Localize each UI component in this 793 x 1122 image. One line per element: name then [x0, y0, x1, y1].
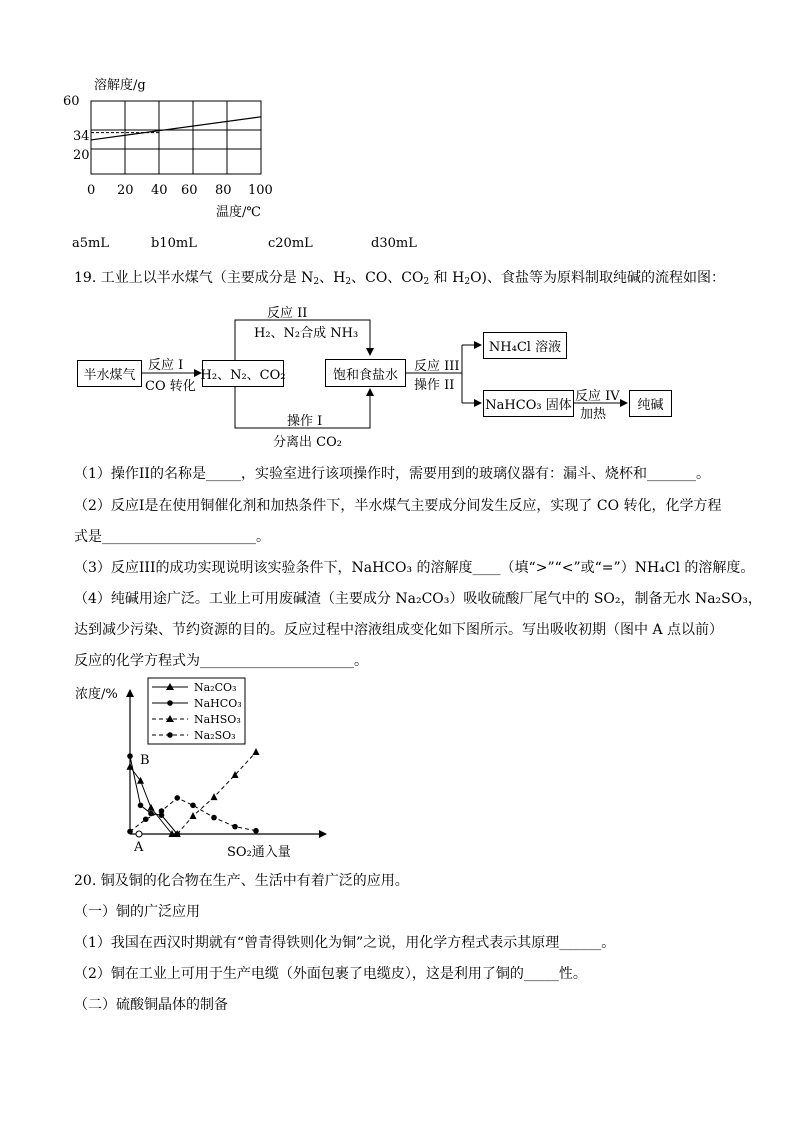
option-a: a5mL: [72, 236, 109, 251]
label-co-conversion: CO 转化: [145, 379, 196, 394]
legend-label-na2so3: Na₂SO₃: [194, 729, 236, 742]
y-tick-20: 20: [73, 148, 90, 163]
x-tick-100: 100: [248, 183, 273, 198]
label-separate-co2: 分离出 CO₂: [273, 435, 342, 450]
label-reaction-3: 反应 III: [414, 359, 460, 374]
point-nahso3-1: [190, 812, 197, 819]
y-tick-34: 34: [73, 129, 90, 144]
x-tick-20: 20: [117, 183, 134, 198]
series-line-nahso3: [177, 752, 256, 834]
q19-part4-line2: 达到减少污染、节约资源的目的。反应过程中溶液组成变化如下图所示。写出吸收初期（图中 A 点以前）: [74, 622, 724, 638]
x-tick-80: 80: [215, 183, 232, 198]
box-saturated-brine: 饱和食盐水: [325, 359, 406, 387]
point-na2so3-0: [127, 829, 133, 835]
box-nh4cl-solution: NH₄Cl 溶液: [483, 332, 567, 359]
q19-stem-pre: 19. 工业上以半水煤气（主要成分是 N: [74, 270, 314, 286]
q19-part3: （3）反应III的成功实现说明该实验条件下，NaHCO₃ 的溶解度____（填“>”“<”或“=”）NH₄Cl 的溶解度。: [74, 560, 755, 576]
q19-part1: （1）操作II的名称是_____，实验室进行该项操作时，需要用到的玻璃仪器有：漏斗、烧杯和_______。: [74, 466, 710, 482]
q20-section-2: （二）硫酸铜晶体的制备: [74, 997, 228, 1013]
legend-label-nahco3: NaHCO₃: [194, 697, 242, 710]
q20-part1: （1）我国在西汉时期就有“曾青得铁则化为铜”之说，用化学方程式表示其原理______。: [74, 935, 616, 951]
point-na2so3-1: [143, 816, 149, 822]
y-tick-60: 60: [63, 94, 80, 109]
option-b: b10mL: [151, 236, 197, 251]
label-operation-2: 操作 II: [414, 378, 455, 393]
point-na2so3-7: [253, 828, 259, 834]
option-d: d30mL: [371, 236, 417, 251]
box-raw-gas: 半水煤气: [77, 360, 142, 387]
point-a-marker: [136, 831, 142, 837]
point-na2so3-2: [159, 808, 165, 814]
label-heating: 加热: [580, 407, 607, 422]
x-tick-0: 0: [87, 183, 96, 198]
conc-xlabel: SO₂通入量: [227, 845, 291, 860]
label-reaction-4: 反应 IV: [575, 389, 620, 404]
label-reaction-1: 反应 I: [148, 358, 184, 373]
x-tick-40: 40: [151, 183, 168, 198]
point-label-a: A: [134, 840, 144, 855]
point-nahso3-4: [253, 748, 260, 755]
point-na2so3-5: [211, 815, 217, 821]
q20-section-1: （一）铜的广泛应用: [74, 904, 200, 920]
q19-part2-line1: （2）反应I是在使用铜催化剂和加热条件下，半水煤气主要成分间发生反应，实现了 CO 转化，化学方程: [74, 498, 722, 514]
point-na2so3-3: [174, 795, 180, 801]
q20-part2: （2）铜在工业上可用于生产电缆（外面包裹了电缆皮），这是利用了铜的_____性。: [74, 966, 587, 982]
legend-label-na2co3: Na₂CO₃: [194, 681, 237, 694]
box-gas-mixture: H₂、N₂、CO₂: [202, 360, 284, 387]
x-tick-60: 60: [181, 183, 198, 198]
point-na2so3-6: [232, 824, 238, 830]
legend-label-nahso3: NaHSO₃: [194, 713, 241, 726]
label-reaction-2: 反应 II: [267, 306, 308, 321]
point-nahco3-0: [127, 753, 133, 759]
q19-stem: 19. 工业上以半水煤气（主要成分是 $N_2$、$H_2$、CO、$CO_2$ 和 $H_2O$)、食盐等为原料制取纯碱的流程如图：: [74, 270, 726, 287]
q20-title: 20. 铜及铜的化合物在生产、生活中有着广泛的应用。: [74, 873, 409, 889]
point-nahco3-1: [138, 803, 144, 809]
box-soda-ash: 纯碱: [629, 390, 672, 417]
point-label-b: B: [140, 753, 150, 768]
series-line-na2co3: [130, 767, 172, 834]
q19-stem-post: O)、食盐等为原料制取纯碱的流程如图：: [470, 270, 726, 286]
point-na2co3-2: [148, 804, 155, 811]
label-nh3-synthesis: H₂、N₂合成 NH₃: [254, 326, 359, 341]
q19-part4-line3: 反应的化学方程式为______________________。: [74, 653, 368, 669]
box-nahco3-solid: NaHCO₃ 固体: [483, 390, 574, 417]
conc-ylabel: 浓度/%: [75, 687, 118, 702]
series-line-nahco3: [130, 756, 177, 834]
solubility-ylabel: 溶解度/g: [94, 78, 146, 93]
solubility-xlabel: 温度/℃: [216, 205, 261, 220]
q19-part4-line1: （4）纯碱用途广泛。工业上可用废碱渣（主要成分 Na₂CO₃）吸收硫酸厂尾气中的 SO₂，制备无水 Na₂SO₃，: [74, 591, 762, 607]
point-na2so3-4: [190, 803, 196, 809]
q19-part2-line2: 式是______________________。: [74, 529, 270, 545]
label-operation-1: 操作 I: [287, 414, 323, 429]
option-c: c20mL: [268, 236, 313, 251]
